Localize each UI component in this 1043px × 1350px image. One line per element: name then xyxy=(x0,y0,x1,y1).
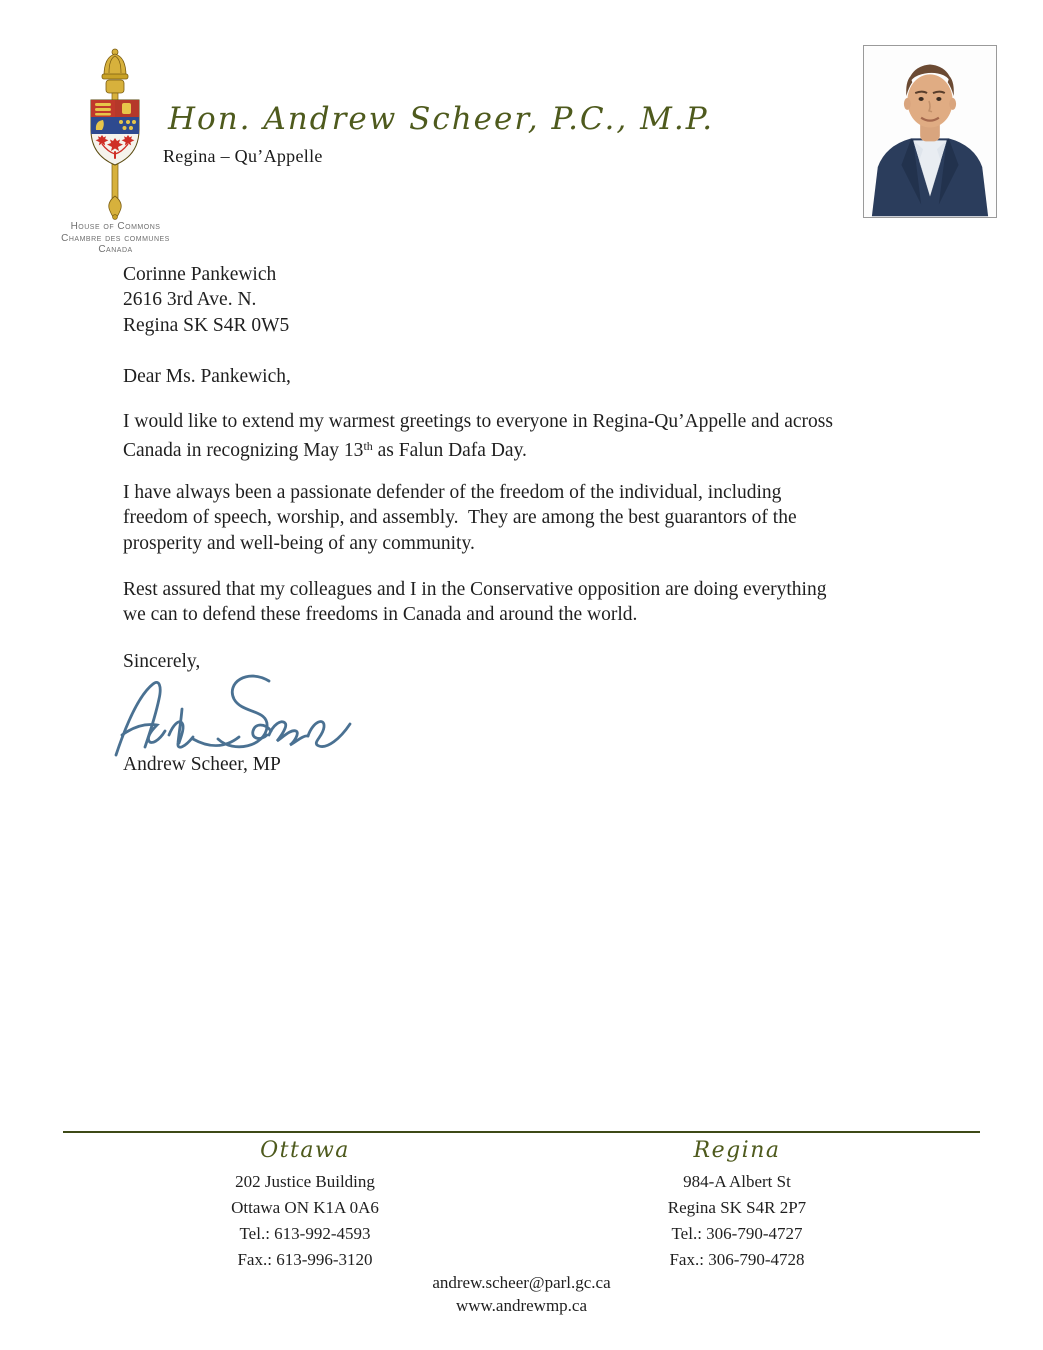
office-fax: Fax.: 613-996-3120 xyxy=(237,1250,373,1269)
office-phone: Tel.: 306-790-4727 xyxy=(671,1224,803,1243)
paragraph-line: freedom of speech, worship, and assembly. They are among the best guarantors of the xyxy=(123,507,797,529)
line-text: as Falun Dafa Day. xyxy=(372,440,527,462)
paragraph-assurance xyxy=(123,577,923,628)
email-address: andrew.scheer@parl.gc.ca xyxy=(432,1273,611,1292)
paragraph-line xyxy=(123,434,923,463)
andrew-scheer-portrait-photo xyxy=(863,45,997,218)
recipient-address xyxy=(123,262,923,338)
recipient-city: Regina SK S4R 0W5 xyxy=(123,314,290,336)
recipient-name: Corinne Pankewich xyxy=(123,264,277,285)
office-ottawa xyxy=(155,1138,455,1273)
office-city-ottawa: Ottawa xyxy=(260,1138,350,1163)
office-fax: Fax.: 306-790-4728 xyxy=(669,1250,805,1269)
paragraph-line: prosperity and well-being of any community. xyxy=(123,532,475,554)
paragraph-greeting xyxy=(123,409,923,464)
office-address-line: Regina SK S4R 2P7 xyxy=(667,1198,807,1217)
ordinal-suffix: th xyxy=(363,439,373,454)
crest-caption-line: House of Commons xyxy=(70,221,161,232)
paragraph-line: Rest assured that my colleagues and I in the Conservative opposition are doing everything xyxy=(123,579,827,600)
office-regina xyxy=(587,1138,887,1273)
paragraph-freedoms xyxy=(123,480,923,556)
crest-caption-line: Canada xyxy=(98,244,133,255)
footer-divider xyxy=(63,1131,980,1133)
website-url: www.andrewmp.ca xyxy=(455,1296,588,1315)
royal-shield xyxy=(91,100,139,165)
office-address-line: 202 Justice Building xyxy=(235,1172,375,1191)
line-text: Canada in recognizing May 13 xyxy=(123,440,364,462)
paragraph-line: I have always been a passionate defender of the freedom of the individual, including xyxy=(123,482,782,503)
office-city-regina: Regina xyxy=(693,1138,781,1163)
riding-name: Regina – Qu’Appelle xyxy=(163,146,323,166)
handwritten-signature xyxy=(112,663,354,760)
closing: Sincerely, xyxy=(123,651,201,672)
office-phone: Tel.: 613-992-4593 xyxy=(239,1224,371,1243)
crest-caption xyxy=(38,221,193,256)
paragraph-line: we can to defend these freedoms in Canada and around the world. xyxy=(123,604,638,626)
member-title: Hon. Andrew Scheer, P.C., M.P. xyxy=(168,101,715,137)
house-of-commons-mace-crest-icon xyxy=(82,48,148,220)
footer-contact xyxy=(0,1271,1043,1317)
salutation: Dear Ms. Pankewich, xyxy=(123,366,291,387)
office-address-line: 984-A Albert St xyxy=(683,1172,791,1191)
crest-caption-line: Chambre des communes xyxy=(61,232,170,244)
recipient-street: 2616 3rd Ave. N. xyxy=(123,289,257,311)
office-address-line: Ottawa ON K1A 0A6 xyxy=(231,1198,379,1217)
signer-name: Andrew Scheer, MP xyxy=(123,754,281,775)
paragraph-line: I would like to extend my warmest greetings to everyone in Regina-Qu’Appelle and across xyxy=(123,411,833,432)
